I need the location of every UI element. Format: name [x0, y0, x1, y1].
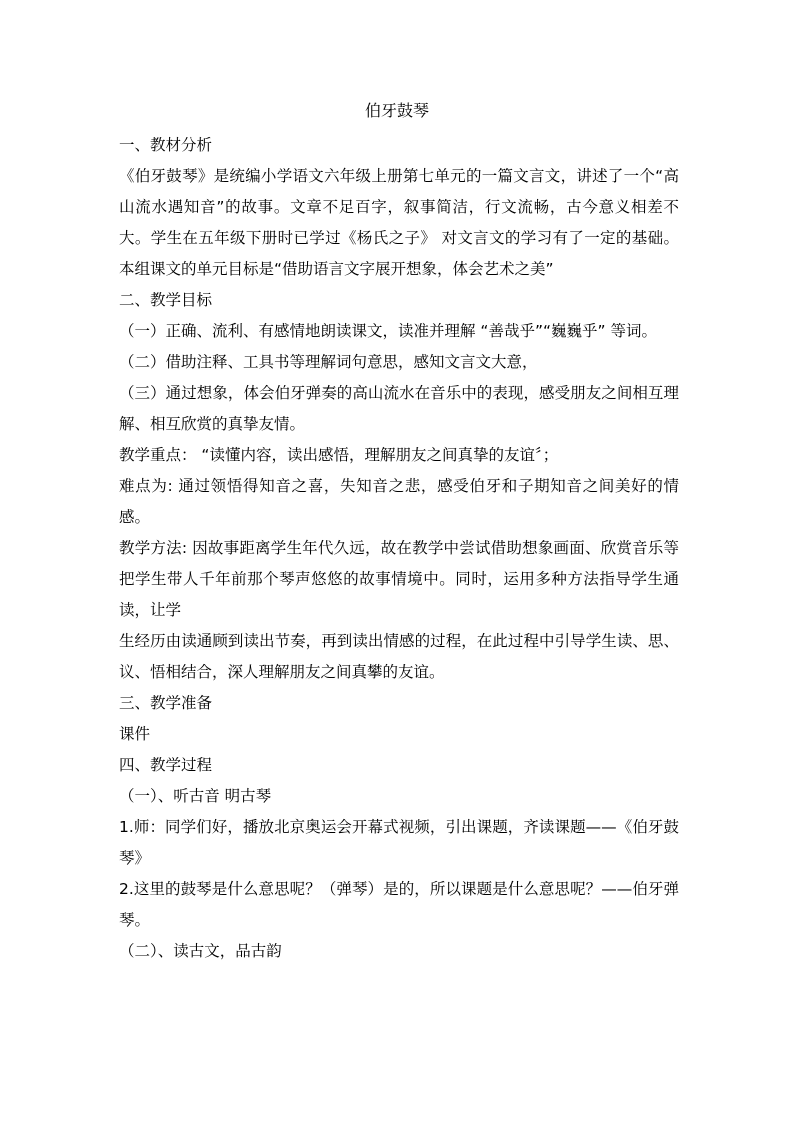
goal-item-3: （三）通过想象，体会伯牙弹奏的高山流水在音乐中的表现，感受朋友之间相互理解、相互欣赏的真挚友情。 [119, 384, 679, 433]
teaching-method-continued: 生经历由读通顾到读出节奏，再到读出情感的过程，在此过程中引导学生读、思、议、悟相结合，深人理解朋友之间真攀的友谊。 [119, 632, 679, 681]
goal-item-1: （一）正确、流利、有感情地朗读课文，读准并理解 “善哉乎”“巍巍乎” 等词。 [119, 322, 657, 340]
process-step-2: 2.这里的鼓琴是什么意思呢？（弹琴）是的，所以课题是什么意思呢？——伯牙弹琴。 [119, 880, 679, 929]
section-heading-process: 四、教学过程 [119, 756, 213, 774]
document-title: 伯牙鼓琴 [364, 101, 429, 120]
goal-item-2: （二）借助注释、工具书等理解词句意思，感知文言文大意， [119, 353, 538, 371]
section-heading-preparation: 三、教学准备 [119, 694, 213, 712]
process-subheading-1: （一）、听古音 明古琴 [119, 787, 272, 805]
section-heading-goals: 二、教学目标 [119, 291, 213, 309]
teaching-method: 教学方法: 因故事距离学生年代久远，故在教学中尝试借助想象画面、欣赏音乐等把学生带人千年前那个琴声悠悠的故事情境中。同时，运用多种方法指导学生通读，让学 [119, 539, 679, 619]
section-heading-analysis: 一、教材分析 [119, 136, 213, 154]
document-body [119, 130, 679, 967]
process-step-1: 1.师：同学们好，播放北京奥运会开幕式视频，引出课题，齐读课题——《伯牙鼓琴》 [119, 818, 679, 867]
preparation-item: 课件 [119, 725, 151, 743]
teaching-difficulty: 难点为: 通过领悟得知音之喜，失知音之悲，感受伯牙和子期知音之间美好的情感。 [119, 477, 679, 526]
process-subheading-2: （二）、读古文，品古韵 [119, 942, 282, 960]
teaching-focus: 教学重点： “读懂内容，读出感悟，理解朋友之间真挚的友谊〞； [119, 446, 559, 464]
paragraph-analysis: 《伯牙鼓琴》是统编小学语文六年级上册第七单元的一篇文言文，讲述了一个“高山流水遇知音”的故事。文章不足百字，叙事简洁，行文流畅，古今意义相差不大。学生在五年级下册时已学过《杨氏之子》 对文言文的学习有了一定的基础。本组课文的单元目标是“借助语言文字展开想象，体会艺术之美” [119, 167, 679, 278]
